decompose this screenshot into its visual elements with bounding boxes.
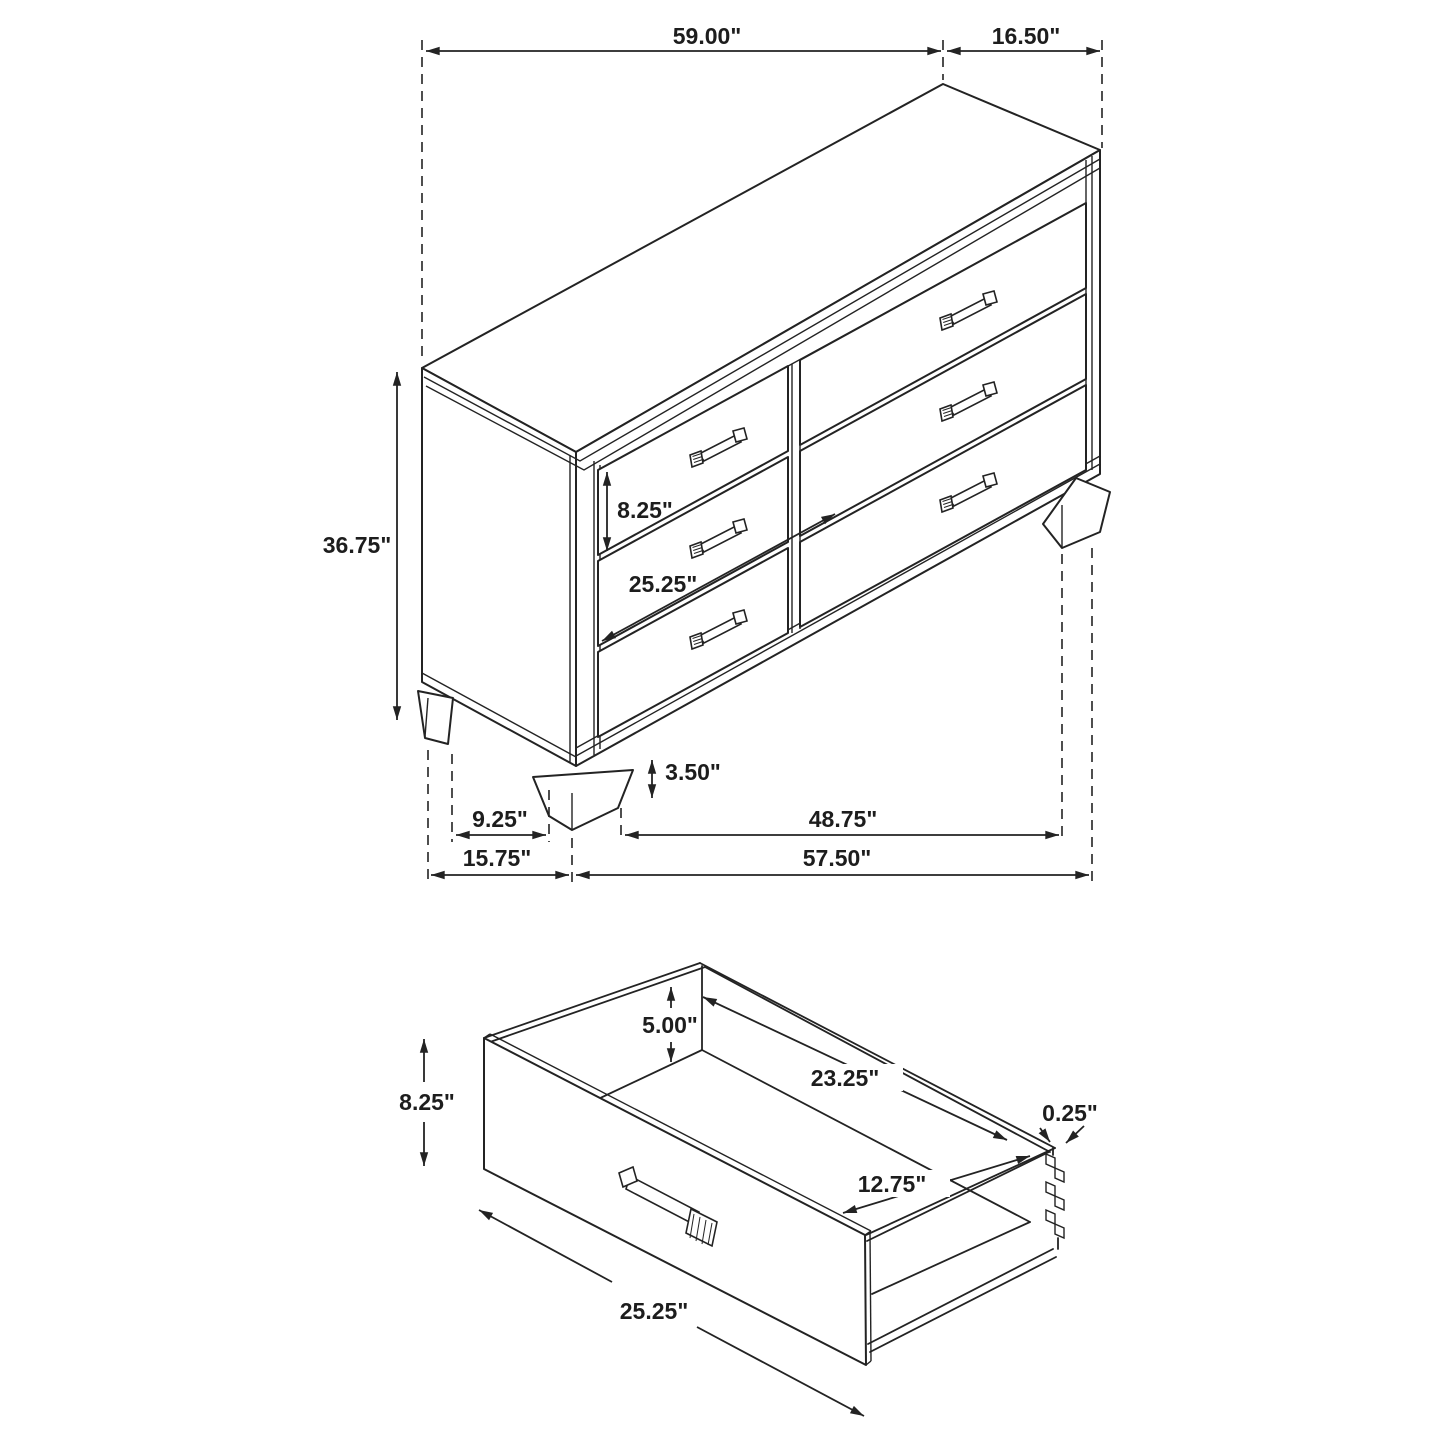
dim-label-feet-front-span: 48.75" (808, 806, 878, 832)
dim-label-base-depth: 15.75" (462, 845, 532, 871)
dim-label-drawer-front-height: 8.25" (399, 1089, 455, 1115)
dim-label-base-width: 57.50" (802, 845, 872, 871)
dim-label-side-thickness: 0.25" (1042, 1100, 1098, 1126)
dim-label-feet-side-span: 9.25" (472, 806, 528, 832)
dim-label-height: 36.75" (322, 532, 392, 558)
dim-label-drawer-inner-width: 23.25" (810, 1065, 880, 1091)
drawer-isometric-view (399, 963, 1098, 1416)
foot-front-left (533, 770, 633, 830)
dim-label-top-depth: 16.50" (991, 23, 1061, 49)
dovetail-joint (1046, 1154, 1064, 1238)
dim-label-drawer-height: 8.25" (617, 497, 673, 523)
dim-label-drawer-front-width: 25.25" (619, 1298, 689, 1324)
dim-label-drawer-inner-depth: 12.75" (857, 1171, 927, 1197)
dim-label-foot-height: 3.50" (665, 759, 721, 785)
dim-label-top-width: 59.00" (672, 23, 742, 49)
dresser-isometric-view (323, 23, 1110, 886)
dim-label-drawer-width: 25.25" (628, 571, 698, 597)
dim-label-drawer-inner-height: 5.00" (642, 1012, 698, 1038)
foot-back-left (418, 691, 453, 744)
